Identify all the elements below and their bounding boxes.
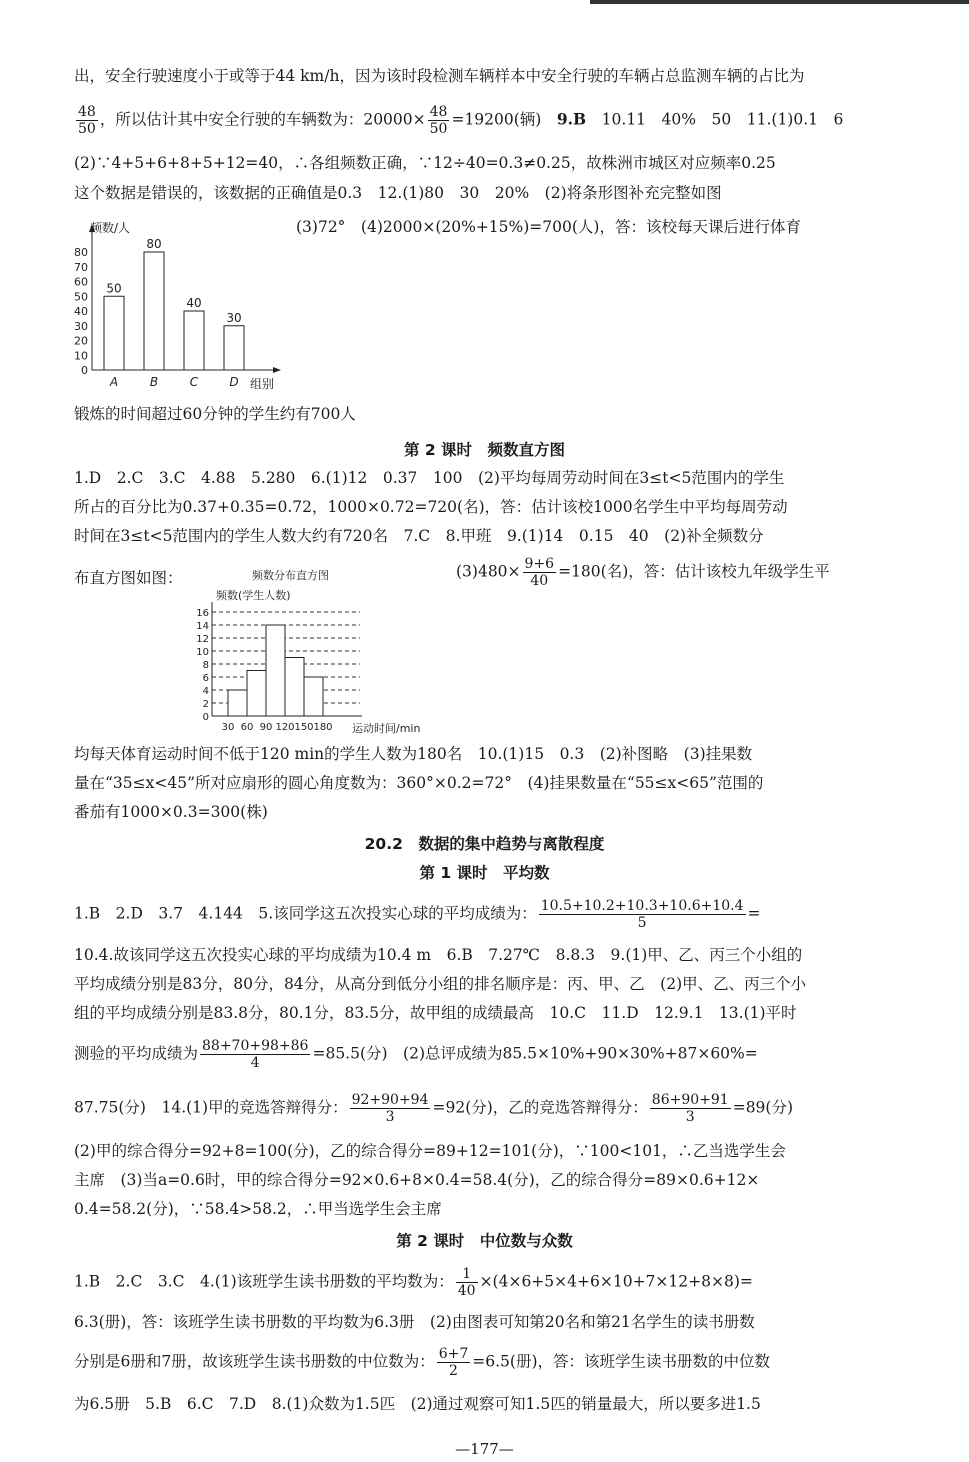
bar-data-label: 30 bbox=[226, 310, 242, 325]
heading-histogram: 第 2 课时 频数直方图 bbox=[403, 441, 566, 459]
text-line-11: 均每天体育运动时间不低于120 min的学生人数为180名 10.(1)15 0.3 (2)补图略 (3)挂果数 bbox=[74, 745, 753, 763]
fraction-yi: $\frac{86+90+91}{3}$ bbox=[651, 1092, 729, 1125]
text-line-10b: (3)480× $\frac{9+6}{40}$ =180(名)，答：估计该校九年级学生平 bbox=[456, 556, 830, 589]
chart-title: 频数分布直方图 bbox=[252, 569, 329, 582]
histogram-bar bbox=[266, 625, 285, 716]
y-tick-label: 70 bbox=[74, 260, 88, 274]
histogram-bar bbox=[285, 658, 304, 717]
fraction-quiz-avg: $\frac{88+70+98+86}{4}$ bbox=[202, 1038, 309, 1071]
x-tick-label: 120 bbox=[275, 722, 295, 733]
text-line-23: 1.B 2.C 3.C 4.(1)该班学生读书册数的平均数为： $\frac{1}{40}$ ×(4×6+5×4+6×10+7×12+8×8)= bbox=[74, 1266, 753, 1299]
text-line-14: 1.B 2.D 3.7 4.144 5.该同学这五次投实心球的平均成绩为： $\frac{10.5+10.2+10.3+10.6+10.4}{5}$ = bbox=[74, 898, 761, 931]
text-line-15: 10.4.故该同学这五次投实心球的平均成绩为10.4 m 6.B 7.27℃ 8.8.3 9.(1)甲、乙、丙三个小组的 bbox=[74, 946, 803, 964]
x-tick-label: 90 bbox=[259, 722, 273, 733]
y-axis-label: 频数/人 bbox=[90, 221, 131, 235]
x-tick-label: D bbox=[229, 375, 239, 389]
text-line-18: 测验的平均成绩为 $\frac{88+70+98+86}{4}$ =85.5(分) (2)总评成绩为85.5×10%+90×30%+87×60%= bbox=[74, 1038, 758, 1071]
y-tick-label: 6 bbox=[202, 673, 209, 684]
y-axis-label: 频数(学生人数) bbox=[216, 589, 291, 602]
bar-A bbox=[104, 296, 124, 370]
histogram-bar bbox=[247, 671, 266, 717]
text-line-22: 0.4=58.2(分)，∵58.4>58.2，∴甲当选学生会主席 bbox=[74, 1200, 442, 1218]
x-tick-label: C bbox=[189, 375, 199, 389]
text-line-20: (2)甲的综合得分=92+8=100(分)，乙的综合得分=89+12=101(分)，∵100<101，∴乙当选学生会 bbox=[74, 1142, 786, 1160]
y-tick-label: 60 bbox=[74, 275, 88, 289]
bar-C bbox=[184, 311, 204, 370]
fraction-9plus6-40: $\frac{9+6}{40}$ bbox=[524, 556, 555, 589]
text-line-7: 1.D 2.C 3.C 4.88 5.280 6.(1)12 0.37 100 (2)平均每周劳动时间在3≤t<5范围内的学生 bbox=[74, 469, 785, 487]
text-line-24: 6.3(册)，答：该班学生读书册数的平均数为6.3册 (2)由图表可知第20名和第21名学生的读书册数 bbox=[74, 1313, 755, 1331]
text-line-8: 所占的百分比为0.37+0.35=0.72，1000×0.72=720(名)，答：估计该校1000名学生中平均每周劳动 bbox=[74, 498, 788, 516]
x-tick-label: A bbox=[109, 375, 119, 389]
x-tick-label: 30 bbox=[221, 722, 235, 733]
y-tick-label: 16 bbox=[196, 608, 209, 619]
y-tick-label: 14 bbox=[196, 621, 209, 632]
bar-chart-groups bbox=[64, 218, 294, 398]
text-line-2: $\frac{48}{50}$ ，所以估计其中安全行驶的车辆数为：20000× $\frac{48}{50}$ =19200(辆) 9.B 10.11 40% 50 11.(1)0.1 6 bbox=[78, 104, 844, 137]
x-tick-label: 60 bbox=[240, 722, 254, 733]
fraction-five-throws: $\frac{10.5+10.2+10.3+10.6+10.4}{5}$ bbox=[540, 898, 744, 931]
y-tick-label: 0 bbox=[202, 712, 209, 723]
text-line-17: 组的平均成绩分别是83.8分，80.1分，83.5分，故甲组的成绩最高 10.C 11.D 12.9.1 13.(1)平时 bbox=[74, 1004, 797, 1022]
y-tick-label: 10 bbox=[196, 647, 209, 658]
text-line-21: 主席 (3)当a=0.6时，甲的综合得分=92×0.6+8×0.4=58.4(分)，乙的综合得分=89×0.6+12× bbox=[74, 1171, 760, 1189]
bar-data-label: 40 bbox=[186, 296, 202, 310]
text-line-5: (3)72° (4)2000×(20%+15%)=700(人)，答：该校每天课后进行体育 bbox=[296, 218, 801, 236]
text-line-13: 番茄有1000×0.3=300(株) bbox=[74, 803, 268, 821]
x-axis-label: 组别 bbox=[250, 377, 275, 391]
y-tick-label: 12 bbox=[196, 634, 209, 645]
fraction-jia: $\frac{92+90+94}{3}$ bbox=[351, 1092, 429, 1125]
x-tick-label: 150 bbox=[294, 722, 314, 733]
text-line-26: 为6.5册 5.B 6.C 7.D 8.(1)众数为1.5匹 (2)通过观察可知1.5匹的销量最大，所以要多进1.5 bbox=[74, 1395, 761, 1413]
text-line-3: (2)∵4+5+6+8+5+12=40，∴各组频数正确，∵12÷40=0.3≠0.25，故株洲市城区对应频率0.25 bbox=[74, 154, 776, 172]
heading-average: 第 1 课时 平均数 bbox=[419, 864, 550, 882]
x-tick-label: B bbox=[149, 375, 159, 389]
text-line-16: 平均成绩分别是83分，80分，84分，从高分到低分小组的排名顺序是：丙、甲、乙 (2)甲、乙、丙三个小 bbox=[74, 975, 807, 993]
bar-D bbox=[224, 326, 244, 370]
y-tick-label: 20 bbox=[74, 334, 88, 348]
text-line-9: 时间在3≤t<5范围内的学生人数大约有720名 7.C 8.甲班 9.(1)14 0.15 40 (2)补全频数分 bbox=[74, 527, 764, 545]
y-tick-label: 10 bbox=[74, 349, 88, 363]
text-line-25: 分别是6册和7册，故该班学生读书册数的中位数为： $\frac{6+7}{2}$ =6.5(册)，答：该班学生读书册数的中位数 bbox=[74, 1346, 771, 1379]
y-tick-label: 2 bbox=[202, 699, 209, 710]
histogram-bar bbox=[304, 677, 323, 716]
y-tick-label: 40 bbox=[74, 305, 88, 318]
heading-median-mode: 第 2 课时 中位数与众数 bbox=[396, 1232, 573, 1250]
y-tick-label: 80 bbox=[74, 246, 88, 259]
fraction-6plus7-2: $\frac{6+7}{2}$ bbox=[438, 1346, 469, 1379]
x-axis-arrow bbox=[273, 367, 281, 373]
histogram-bar bbox=[228, 690, 247, 716]
text-line-4: 这个数据是错误的，该数据的正确值是0.3 12.(1)80 30 20% (2)将条形图补充完整如图 bbox=[74, 184, 722, 202]
text-line-6: 锻炼的时间超过60分钟的学生约有700人 bbox=[74, 405, 356, 423]
text-line-10a: 布直方图如图： bbox=[74, 569, 183, 587]
histogram-exercise-time bbox=[192, 566, 452, 738]
y-tick-label: 50 bbox=[74, 290, 88, 304]
fraction-48-50-b: $\frac{48}{50}$ bbox=[429, 104, 448, 137]
y-tick-label: 4 bbox=[202, 686, 209, 697]
y-tick-label: 8 bbox=[202, 660, 209, 671]
y-tick-label: 30 bbox=[74, 319, 88, 333]
text-line-19: 87.75(分) 14.(1)甲的竞选答辩得分： $\frac{92+90+94}{3}$ =92(分)，乙的竞选答辩得分： $\frac{86+90+91}{3}$ =89(分) bbox=[74, 1092, 794, 1125]
y-tick-label: 0 bbox=[81, 364, 88, 377]
heading-section-20-2: 20.2 数据的集中趋势与离散程度 bbox=[364, 835, 605, 853]
page-number: —177— bbox=[455, 1440, 514, 1458]
bar-B bbox=[144, 252, 164, 370]
bar-data-label: 50 bbox=[106, 281, 122, 296]
fraction-48-50-a: $\frac{48}{50}$ bbox=[78, 104, 96, 137]
fraction-1-40: $\frac{1}{40}$ bbox=[457, 1266, 476, 1299]
top-scan-bar bbox=[590, 0, 969, 4]
text-line-1: 出，安全行驶速度小于或等于44 km/h，因为该时段检测车辆样本中安全行驶的车辆占总监测车辆的占比为 bbox=[74, 67, 805, 85]
x-axis-label: 运动时间/min bbox=[352, 722, 421, 735]
bar-data-label: 80 bbox=[146, 237, 162, 251]
x-tick-label: 180 bbox=[313, 722, 333, 733]
text-line-12: 量在“35≤x<45”所对应扇形的圆心角度数为：360°×0.2=72° (4)挂果数量在“55≤x<65”范围的 bbox=[74, 774, 764, 792]
